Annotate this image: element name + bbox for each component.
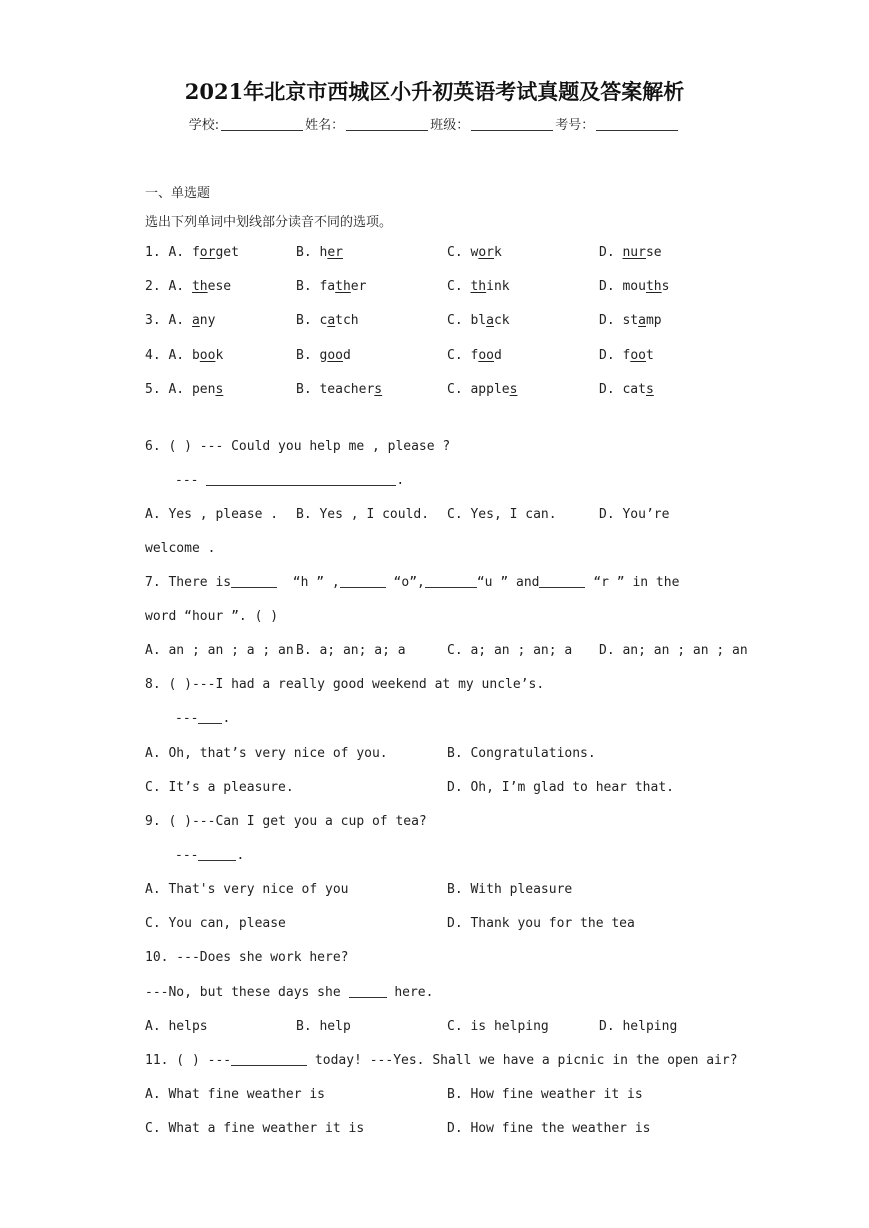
phonics-q4-option-a: 4. A. book xyxy=(145,348,224,363)
word: any xyxy=(191,313,216,328)
q9-reply: --- . xyxy=(175,848,245,863)
q11-option-a: A. What fine weather is xyxy=(145,1087,326,1102)
q11-option-c: C. What a fine weather it is xyxy=(145,1121,365,1136)
phonics-q2-option-c: C. think xyxy=(447,279,510,294)
underlined-letters: oo xyxy=(327,348,343,363)
q7-option-d: D. an; an ; an ; an xyxy=(599,643,748,658)
underlined-letters: th xyxy=(191,279,208,294)
phonics-q5-option-b: B. teachers xyxy=(296,382,383,397)
q7-option-c: C. a; an ; an; a xyxy=(447,643,573,658)
word: stamp xyxy=(622,313,662,328)
q7-option-b: B. a; an; a; a xyxy=(296,643,406,658)
underlined-letters: s xyxy=(374,382,383,397)
q9-option-d: D. Thank you for the tea xyxy=(447,916,635,931)
underlined-letters: oo xyxy=(630,348,646,363)
q8-option-b: B. Congratulations. xyxy=(447,746,596,761)
word: mouths xyxy=(622,279,670,294)
word: father xyxy=(319,279,367,294)
name-label: 姓名： xyxy=(305,118,345,133)
name-blank xyxy=(346,117,428,131)
word: forget xyxy=(191,245,239,260)
underlined-letters: oo xyxy=(199,348,216,363)
underlined-letters: s xyxy=(645,382,654,397)
q6-option-d: D. You’re xyxy=(599,507,670,522)
answer-blank xyxy=(340,575,386,588)
word: food xyxy=(470,348,502,363)
q6-option-d-wrap: welcome . xyxy=(145,541,216,556)
q8-option-a: A. Oh, that’s very nice of you. xyxy=(145,746,388,761)
q6-option-b: B. Yes , I could. xyxy=(296,507,430,522)
q6-option-a: A. Yes , please . xyxy=(145,507,279,522)
answer-blank xyxy=(206,473,396,486)
q6-option-c: C. Yes, I can. xyxy=(447,507,557,522)
phonics-q4-option-d: D. foot xyxy=(599,348,654,363)
word: these xyxy=(191,279,232,294)
answer-blank xyxy=(198,848,236,861)
q8-stem: 8. ( )---I had a really good weekend at my uncle’s. xyxy=(145,677,545,692)
word: work xyxy=(470,245,502,260)
q9-option-a: A. That's very nice of you xyxy=(145,882,349,897)
word: pens xyxy=(191,382,224,397)
q10-option-b: B. help xyxy=(296,1019,351,1034)
phonics-q2-option-a: 2. A. these xyxy=(145,279,232,294)
section-heading: 一、单选题 xyxy=(145,186,211,201)
class-blank xyxy=(471,117,553,131)
word: nurse xyxy=(622,245,662,260)
underlined-letters: or xyxy=(478,245,494,260)
word: foot xyxy=(622,348,654,363)
word: good xyxy=(319,348,351,363)
answer-blank xyxy=(539,575,585,588)
q10-reply: ---No, but these days she here. xyxy=(145,985,434,1000)
q7-stem: 7. There is “h ” , “o”, “u ” and “r ” in the xyxy=(145,575,680,590)
answer-blank xyxy=(425,575,477,588)
phonics-q1-option-b: B. her xyxy=(296,245,343,260)
school-blank xyxy=(221,117,303,131)
word: teachers xyxy=(319,382,383,397)
word: apples xyxy=(470,382,518,397)
q10-option-d: D. helping xyxy=(599,1019,678,1034)
q10-option-c: C. is helping xyxy=(447,1019,549,1034)
underlined-letters: er xyxy=(327,245,343,260)
phonics-q1-option-c: C. work xyxy=(447,245,502,260)
phonics-q3-option-a: 3. A. any xyxy=(145,313,216,328)
word: black xyxy=(470,313,510,328)
underlined-letters: s xyxy=(215,382,224,397)
phonics-q5-option-a: 5. A. pens xyxy=(145,382,224,397)
word: book xyxy=(191,348,224,363)
q9-stem: 9. ( )---Can I get you a cup of tea? xyxy=(145,814,427,829)
phonics-q4-option-b: B. good xyxy=(296,348,351,363)
page-title: 2021年北京市西城区小升初英语考试真题及答案解析 xyxy=(184,79,685,104)
phonics-q1-option-a: 1. A. forget xyxy=(145,245,239,260)
q10-option-a: A. helps xyxy=(145,1019,208,1034)
q10-stem: 10. ---Does she work here? xyxy=(145,950,349,965)
q8-option-c: C. It’s a pleasure. xyxy=(145,780,294,795)
underlined-letters: a xyxy=(327,313,336,328)
q9-option-b: B. With pleasure xyxy=(447,882,573,897)
student-info-line xyxy=(0,114,869,133)
answer-blank xyxy=(198,711,222,724)
phonics-q2-option-d: D. mouths xyxy=(599,279,670,294)
q11-option-b: B. How fine weather it is xyxy=(447,1087,643,1102)
phonics-q5-option-d: D. cats xyxy=(599,382,654,397)
underlined-letters: th xyxy=(645,279,662,294)
underlined-letters: a xyxy=(486,313,494,328)
phonics-q4-option-c: C. food xyxy=(447,348,502,363)
word: catch xyxy=(319,313,359,328)
underlined-letters: or xyxy=(199,245,216,260)
q8-reply: --- . xyxy=(175,711,231,726)
q6-reply: --- . xyxy=(175,473,405,488)
underlined-letters: nur xyxy=(622,245,646,260)
answer-blank xyxy=(231,575,277,588)
phonics-q2-option-b: B. father xyxy=(296,279,367,294)
underlined-letters: a xyxy=(191,313,200,328)
underlined-letters: th xyxy=(470,279,487,294)
phonics-q3-option-b: B. catch xyxy=(296,313,359,328)
word: cats xyxy=(622,382,654,397)
phonics-q5-option-c: C. apples xyxy=(447,382,518,397)
q7-option-a: A. an ; an ; a ; an xyxy=(145,643,294,658)
q9-option-c: C. You can, please xyxy=(145,916,286,931)
school-label: 学校: xyxy=(188,118,220,133)
number-blank xyxy=(596,117,678,131)
q8-option-d: D. Oh, I’m glad to hear that. xyxy=(447,780,674,795)
underlined-letters: oo xyxy=(478,348,494,363)
phonics-q3-option-d: D. stamp xyxy=(599,313,662,328)
q11-option-d: D. How fine the weather is xyxy=(447,1121,651,1136)
class-label: 班级： xyxy=(430,118,470,133)
q11-stem: 11. ( ) --- today! ---Yes. Shall we have a picnic in the open air? xyxy=(145,1053,738,1068)
word: think xyxy=(470,279,510,294)
answer-blank xyxy=(231,1053,307,1066)
word: her xyxy=(319,245,343,260)
q6-stem: 6. ( ) --- Could you help me , please ? xyxy=(145,439,451,454)
number-label: 考号： xyxy=(555,118,595,133)
q7-stem-line2: word “hour ”. ( ) xyxy=(145,609,279,624)
answer-blank xyxy=(349,985,387,998)
underlined-letters: a xyxy=(638,313,646,328)
phonics-q3-option-c: C. black xyxy=(447,313,510,328)
phonics-q1-option-d: D. nurse xyxy=(599,245,662,260)
underlined-letters: th xyxy=(335,279,351,294)
underlined-letters: s xyxy=(509,382,518,397)
instruction: 选出下列单词中划线部分读音不同的选项。 xyxy=(145,215,393,230)
